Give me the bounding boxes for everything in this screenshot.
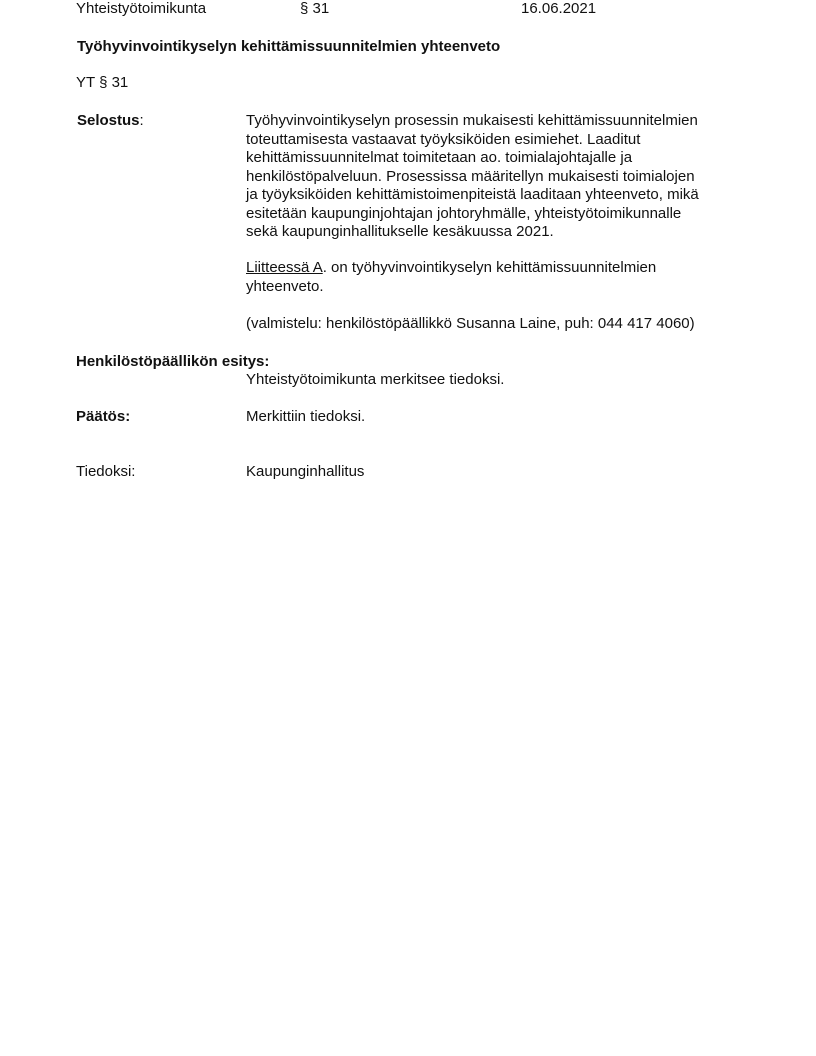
attachment-paragraph <box>246 259 746 296</box>
selostus-line: henkilöstöpalveluun. Prosessissa määritellyn mukaisesti toimialojen <box>246 167 695 185</box>
decision-label: Päätös: <box>76 408 131 425</box>
selostus-line: sekä kaupunginhallitukselle kesäkuussa 2021. <box>246 223 554 240</box>
attachment-line: yhteenveto. <box>246 277 324 295</box>
header-section: § 31 <box>300 0 330 17</box>
section-reference: YT § 31 <box>76 74 129 91</box>
selostus-line: kehittämissuunnitelmat toimitetaan ao. toimialajohtajalle ja <box>246 149 633 166</box>
preparer-note: (valmistelu: henkilöstöpäällikkö Susanna Laine, puh: 044 417 4060) <box>246 315 695 332</box>
attachment-link[interactable]: Liitteessä A <box>246 259 323 276</box>
selostus-line: Työhyvinvointikyselyn prosessin mukaisesti kehittämissuunnitelmien <box>246 112 698 129</box>
selostus-line: toteuttamisesta vastaavat työyksiköiden esimiehet. Laaditut <box>246 130 641 148</box>
header-date: 16.06.2021 <box>521 0 597 17</box>
attachment-line <box>246 259 746 278</box>
proposal-text: Yhteistyötoimikunta merkitsee tiedoksi. <box>246 371 505 388</box>
selostus-line: ja työyksiköiden kehittämistoimenpiteistä laaditaan yhteenveto, mikä <box>246 186 699 203</box>
selostus-label <box>77 112 144 129</box>
header-committee: Yhteistyötoimikunta <box>76 0 207 17</box>
proposal-label: Henkilöstöpäällikön esitys: <box>76 353 270 370</box>
notice-text: Kaupunginhallitus <box>246 463 365 480</box>
notice-label: Tiedoksi: <box>76 463 136 480</box>
document-title: Työhyvinvointikyselyn kehittämissuunnitelmien yhteenveto <box>77 38 501 55</box>
decision-text: Merkittiin tiedoksi. <box>246 408 366 425</box>
attachment-text: . on työhyvinvointikyselyn kehittämissuunnitelmien <box>322 259 657 276</box>
selostus-line: esitetään kaupunginjohtajan johtoryhmälle, yhteistyötoimikunnalle <box>246 204 682 222</box>
selostus-label-text: Selostus <box>77 112 140 129</box>
selostus-label-colon: : <box>139 112 144 129</box>
selostus-paragraph <box>246 112 746 242</box>
